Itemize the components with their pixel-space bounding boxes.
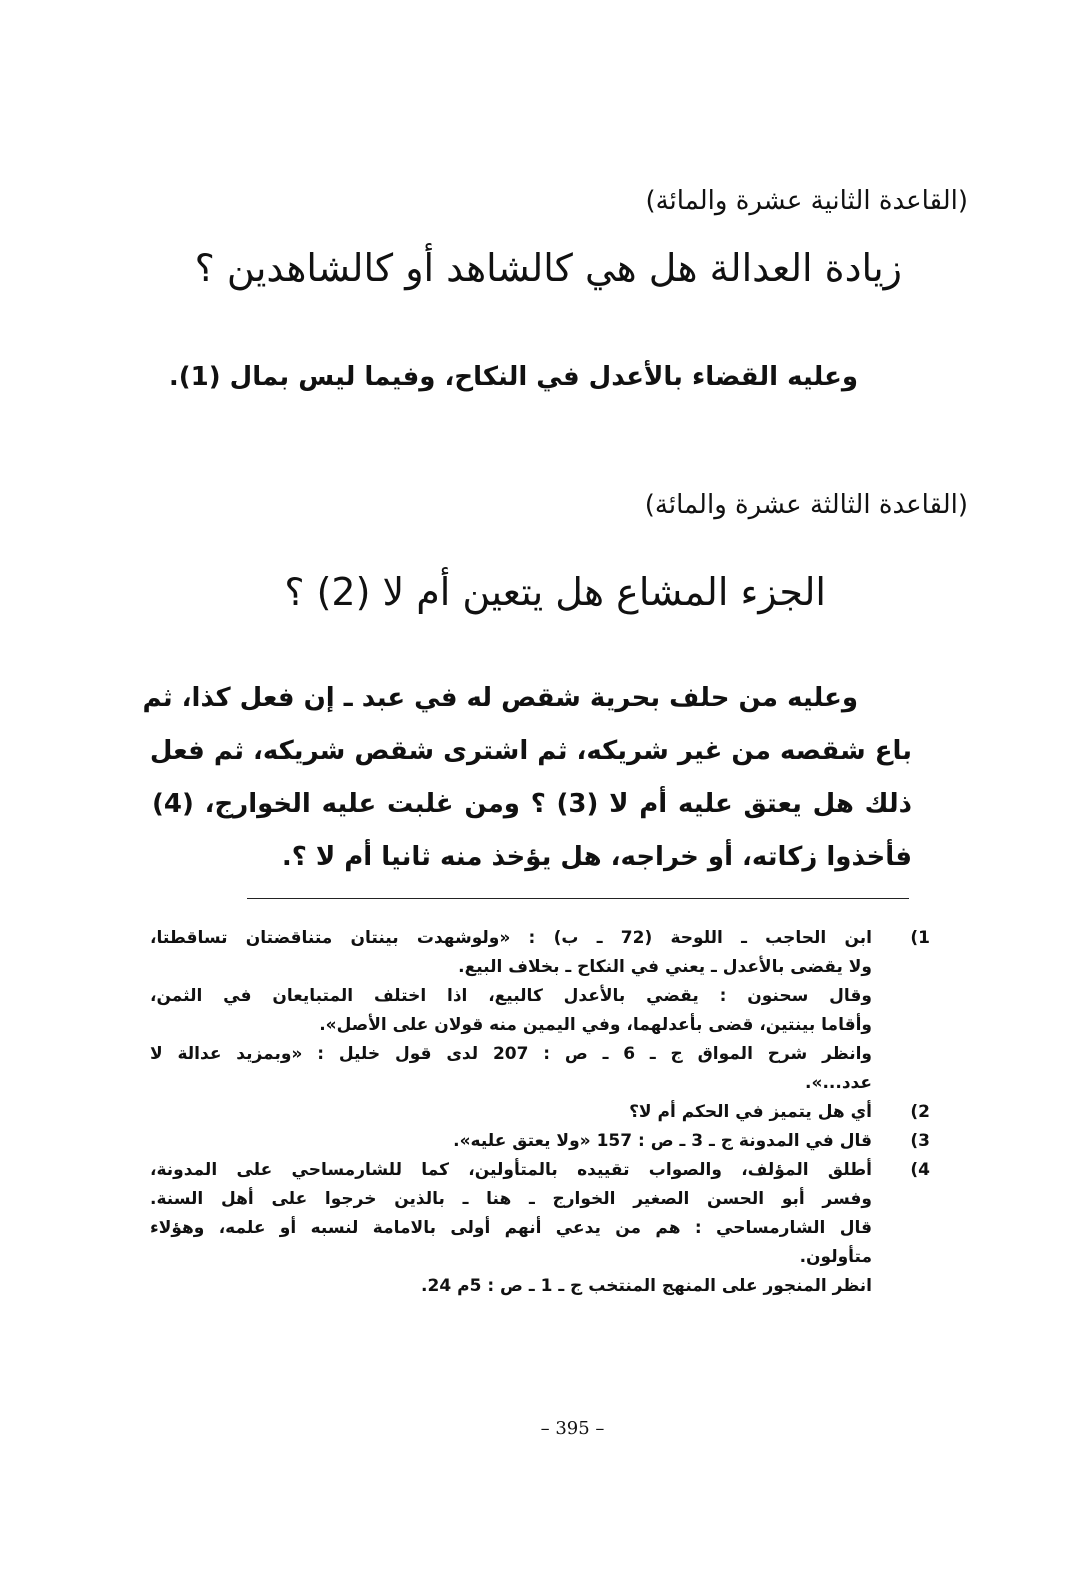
footnote-line: متأولون. [799, 1247, 872, 1267]
body-line: فأخذوا زكاته، أو خراجه، هل يؤخذ منه ثانيا أم لا ؟. [281, 842, 912, 872]
footnote-line: وفسر أبو الحسن الصغير الخوارج ـ هنا ـ بالذين خرجوا على أهل السنة. [150, 1189, 872, 1209]
footnote-number: (3 [910, 1131, 930, 1151]
body-line: ذلك هل يعتق عليه أم لا (3) ؟ ومن غلبت عليه الخوارج، (4) [152, 789, 912, 819]
footnote-line: وأقاما بينتين، قضى بأعدلهما، وفي اليمين منه قولان على الأصل». [319, 1015, 872, 1035]
footnote-4 [150, 1156, 930, 1301]
footnote-3 [150, 1127, 930, 1156]
footnote-separator [247, 898, 909, 899]
rule-112-title: زيادة العدالة هل هي كالشاهد أو كالشاهدين ؟ [194, 246, 902, 290]
footnote-number: (2 [910, 1102, 930, 1122]
footnote-line: ابن الحاجب ـ اللوحة (72 ـ ب) : «ولوشهدت بينتان متناقضتان تساقطتا، [150, 928, 872, 948]
rule-113-label: (القاعدة الثالثة عشرة والمائة) [644, 490, 968, 520]
rule-112-text: وعليه القضاء بالأعدل في النكاح، وفيما ليس بمال (1). [168, 362, 858, 392]
rule-113-title: الجزء المشاع هل يتعين أم لا (2) ؟ [284, 570, 826, 614]
footnotes [150, 924, 930, 1301]
footnote-line: وقال سحنون : يقضي بالأعدل كالبيع، اذا اختلف المتبايعان في الثمن، [150, 986, 872, 1006]
footnote-number: (4 [910, 1160, 930, 1180]
footnote-line: أطلق المؤلف، والصواب تقييده بالمتأولين، كما للشارمساحي على المدونة، [150, 1160, 872, 1180]
footnote-line: قال في المدونة ج ـ 3 ـ ص : 157 «ولا يعتق عليه». [453, 1131, 872, 1151]
footnote-2 [150, 1098, 930, 1127]
rule-112-label: (القاعدة الثانية عشرة والمائة) [645, 186, 968, 216]
body-line: وعليه من حلف بحرية شقص له في عبد ـ إن فعل كذا، ثم [142, 683, 858, 713]
body-line: باع شقصه من غير شريكه، ثم اشترى شقص شريكه، ثم فعل [149, 736, 912, 766]
footnote-line: ولا يقضى بالأعدل ـ يعني في النكاح ـ بخلاف البيع. [458, 957, 872, 977]
page-number: – 395 – [540, 1418, 605, 1439]
footnote-line: انظر المنجور على المنهج المنتخب ج ـ 1 ـ ص : 5م 24. [421, 1276, 872, 1296]
footnote-line: وانظر شرح المواق ج ـ 6 ـ ص : 207 لدى قول خليل : «وبمزيد عدالة لا [150, 1044, 873, 1064]
footnote-line: قال الشارمساحي : هم من يدعي أنهم أولى بالامامة لنسبه أو علمه، وهؤلاء [150, 1218, 872, 1238]
footnote-1 [150, 924, 930, 1098]
footnote-number: (1 [910, 928, 930, 948]
rule-113-text [142, 672, 912, 884]
footnote-line: أي هل يتميز في الحكم أم لا؟ [629, 1102, 872, 1122]
footnote-line: عدد...». [805, 1073, 872, 1093]
